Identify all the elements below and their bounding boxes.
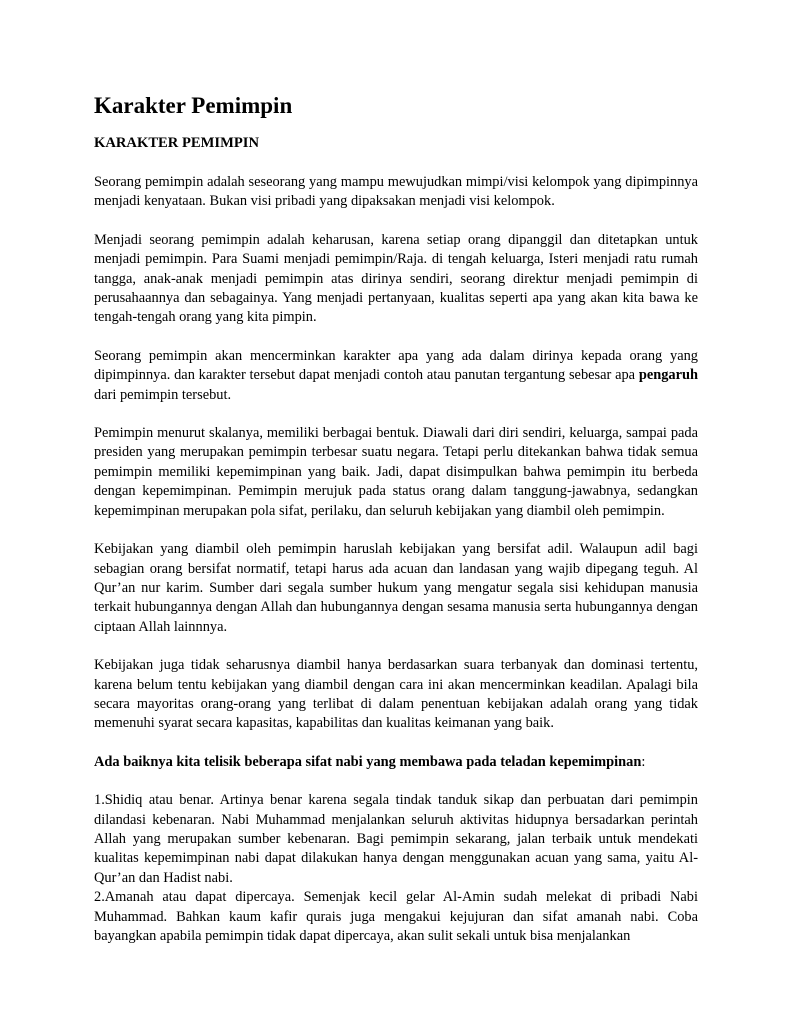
paragraph-2: Menjadi seorang pemimpin adalah keharusan, karena setiap orang dipanggil dan ditetapkan untuk menjadi pemimpin. Para Suami menjadi pemimpin/Raja. di tengah keluarga, Isteri menjadi ratu rumah tangga, anak-anak menjadi pemimpin atas dirinya sendiri, seorang direktur menjadi pemimpin di perusahaannya dan sebagainya. Yang menjadi pertanyaan, kualitas seperti apa yang akan kita bawa ke tengah-tengah orang yang kita pimpin.	[94, 231, 698, 326]
paragraph-3-bold-word: pengaruh	[638, 367, 698, 384]
paragraph-3-text-before: Seorang pemimpin akan mencerminkan karakter apa yang ada dalam dirinya kepada orang yang dipimpinnya. dan karakter tersebut dapat menjadi contoh atau panutan tergantung sebesar apa	[94, 347, 698, 384]
paragraph-6: Kebijakan juga tidak seharusnya diambil hanya berdasarkan suara terbanyak dan dominasi tertentu, karena belum tentu kebijakan yang diambil dengan cara ini akan mencerminkan keadilan. Apalagi bila secara mayoritas orang-orang yang terlibat di dalam penentuan kebijakan adalah orang yang tidak memenuhi syarat secara kapasitas, kapabilitas dan kualitas keimanan yang baik.	[94, 657, 698, 732]
document-title: Karakter Pemimpin	[94, 93, 293, 118]
paragraph-4: Pemimpin menurut skalanya, memiliki berbagai bentuk. Diawali dari diri sendiri, keluarga, sampai pada presiden yang merupakan pemimpin terbesar suatu negara. Tetapi perlu ditekankan bahwa tidak semua pemimpin memiliki kepemimpinan yang baik. Jadi, dapat disimpulkan bahwa pemimpin itu berbeda dengan kepemimpinan. Pemimpin merujuk pada status orang dalam tanggung-jawabnya, sedangkan kepemimpinan merupakan pola sifat, perilaku, dan seluruh kebijakan yang diambil oleh pemimpin.	[94, 425, 698, 519]
document-page	[94, 92, 698, 965]
document-subtitle: KARAKTER PEMIMPIN	[94, 135, 259, 151]
paragraph-5: Kebijakan yang diambil oleh pemimpin haruslah kebijakan yang bersifat adil. Walaupun adil bagi sebagian orang bersifat normatif, tetapi harus ada acuan dan landasan yang wajib dipegang teguh. Al Qur’an nur karim. Sumber dari segala sumber hukum yang mengatur segala sisi kehidupan manusia terkait hubungannya dengan Allah dan hubungannya dengan sesama manusia serta hubungannya dengan ciptaan Allah lainnnya.	[94, 541, 698, 635]
paragraph-7-heading	[94, 753, 698, 772]
paragraph-8-list-item-1: 1.Shidiq atau benar. Artinya benar karena segala tindak tanduk sikap dan perbuatan dari pemimpin dilandasi kebenaran. Nabi Muhammad menjalankan seluruh aktivitas hidupnya bersadarkan perintah Allah yang merupakan sumber kebenaran. Bagi pemimpin sekarang, jalan terbaik untuk mendekati kualitas kepemimpinan nabi dapat dilakukan hanya dengan menggunakan acuan yang sama, yaitu Al-Qur’an dan Hadist nabi.	[94, 792, 698, 886]
paragraph-3-text-after: dari pemimpin tersebut.	[94, 386, 232, 403]
paragraph-7-colon: :	[641, 753, 646, 770]
paragraph-9-list-item-2: 2.Amanah atau dapat dipercaya. Semenjak kecil gelar Al-Amin sudah melekat di pribadi Nabi Muhammad. Bahkan kaum kafir qurais juga mengakui kejujuran dan sifat amanah nabi. Coba bayangkan apabila pemimpin tidak dapat dipercaya, akan sulit sekali untuk bisa menjalankan	[94, 889, 698, 944]
paragraph-7-bold-text: Ada baiknya kita telisik beberapa sifat nabi yang membawa pada teladan kepemimpinan	[94, 753, 642, 770]
paragraph-3	[94, 347, 698, 405]
paragraph-1: Seorang pemimpin adalah seseorang yang mampu mewujudkan mimpi/visi kelompok yang dipimpinnya menjadi kenyataan. Bukan visi pribadi yang dipaksakan menjadi visi kelompok.	[94, 174, 698, 210]
